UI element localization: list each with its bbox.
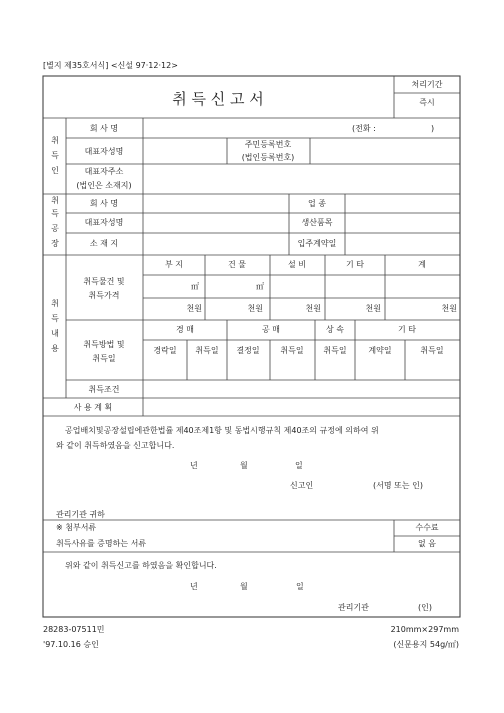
acquirer-address-label: 대표자주소 (84, 167, 124, 176)
declaration-month: 월 (240, 461, 248, 470)
header-auction: 경 매 (176, 325, 194, 334)
price-unit-building: 천원 (247, 304, 263, 313)
business-type-label: 업 종 (308, 199, 326, 208)
area-unit-building: ㎡ (256, 282, 264, 291)
declaration-year: 년 (190, 461, 198, 470)
header-other: 기 타 (346, 260, 364, 269)
declaration-day: 일 (295, 461, 303, 470)
object-price-label-1: 취득물건 및 (83, 277, 125, 286)
phone-close: ) (431, 124, 435, 133)
reporter-label: 신고인 (290, 481, 314, 490)
acquirer-section-char-2: 득 (51, 151, 59, 160)
fee-value: 없 음 (418, 539, 436, 548)
subheader-other-acquisition-date: 취득일 (420, 346, 444, 355)
declaration-text-1: 공업배치및공장설립에관한법률 제40조제1항 및 동법시행규칙 제40조의 규정에 의하여 위 (65, 426, 379, 435)
corporate-number-label: (법인등록번호) (241, 153, 295, 162)
factory-representative-label: 대표자성명 (84, 218, 124, 227)
resident-number-label: 주민등록번호 (244, 140, 292, 149)
acquirer-address-note: (법인은 소재지) (76, 181, 132, 190)
attachments-label: ※ 첨부서류 (56, 523, 97, 532)
header-building: 건 물 (228, 260, 246, 269)
processing-period-value: 즉시 (419, 98, 435, 107)
factory-section-char-1: 취 (51, 196, 59, 205)
fee-label: 수수료 (415, 523, 439, 532)
content-section-char-3: 내 (51, 329, 59, 338)
header-method-other: 기 타 (398, 325, 416, 334)
move-in-contract-date-label: 입주계약일 (297, 239, 337, 248)
usage-plan-label: 사 용 계 획 (73, 403, 113, 412)
subheader-auction-acquisition-date: 취득일 (195, 346, 219, 355)
form-number: [별지 제35호서식] <신설 97·12·12> (43, 61, 178, 70)
header-total: 계 (418, 260, 426, 269)
price-unit-total: 천원 (441, 304, 457, 313)
content-section-char-1: 취 (51, 299, 59, 308)
factory-company-name-label: 회 사 명 (89, 199, 119, 208)
header-land: 부 지 (165, 260, 183, 269)
header-public-sale: 공 매 (262, 325, 280, 334)
factory-section-char-3: 공 (51, 224, 59, 233)
price-unit-equipment: 천원 (305, 304, 321, 313)
acquirer-representative-label: 대표자성명 (84, 147, 124, 156)
processing-period-label: 처리기간 (411, 80, 443, 89)
factory-location-label: 소 재 지 (89, 239, 119, 248)
attachments-item: 취득사유를 증명하는 서류 (56, 539, 147, 548)
acquirer-section-char-1: 취 (51, 136, 59, 145)
phone-label: (전화 : (352, 124, 376, 133)
price-unit-other: 천원 (365, 304, 381, 313)
signature-label: (서명 또는 인) (373, 481, 423, 490)
content-section-char-4: 용 (51, 344, 59, 353)
acquirer-company-name-label: 회 사 명 (89, 124, 119, 133)
confirmation-seal: (인) (418, 603, 432, 612)
confirmation-month: 월 (240, 582, 248, 591)
factory-section-char-4: 장 (51, 239, 59, 248)
subheader-decision-date: 결정일 (236, 346, 260, 355)
subheader-contract-date: 계약일 (368, 346, 392, 355)
footer-size: 210mm×297mm (390, 625, 459, 634)
confirmation-year: 년 (190, 582, 198, 591)
product-label: 생산품목 (301, 218, 333, 227)
subheader-bid-date: 경락일 (153, 346, 177, 355)
method-date-label-1: 취득방법 및 (83, 340, 125, 349)
header-inheritance: 상 속 (326, 325, 344, 334)
subheader-public-sale-acquisition-date: 취득일 (280, 346, 304, 355)
area-unit-land: ㎡ (191, 282, 199, 291)
price-unit-land: 천원 (186, 304, 202, 313)
content-section-char-2: 득 (51, 314, 59, 323)
factory-section-char-2: 득 (51, 209, 59, 218)
object-price-label-2: 취득가격 (88, 291, 120, 300)
confirmation-agency: 관리기관 (338, 603, 369, 612)
form-title: 취 득 신 고 서 (172, 90, 264, 108)
header-equipment: 설 비 (288, 260, 306, 269)
recipient-agency: 관리기관 귀하 (56, 510, 105, 519)
method-date-label-2: 취득일 (92, 354, 116, 363)
footer-paper: (신문용지 54g/㎡) (393, 640, 459, 649)
footer-code: 28283-07511민 (43, 625, 105, 634)
confirmation-text: 위와 같이 취득신고를 하였음을 확인합니다. (65, 561, 217, 570)
subheader-inheritance-acquisition-date: 취득일 (323, 346, 347, 355)
declaration-text-2: 와 같이 취득하였음을 신고합니다. (56, 441, 175, 450)
footer-approval: '97.10.16 승인 (43, 640, 99, 649)
confirmation-day: 일 (296, 582, 304, 591)
acquirer-section-char-3: 인 (51, 166, 59, 175)
acquisition-condition-label: 취득조건 (88, 385, 120, 394)
